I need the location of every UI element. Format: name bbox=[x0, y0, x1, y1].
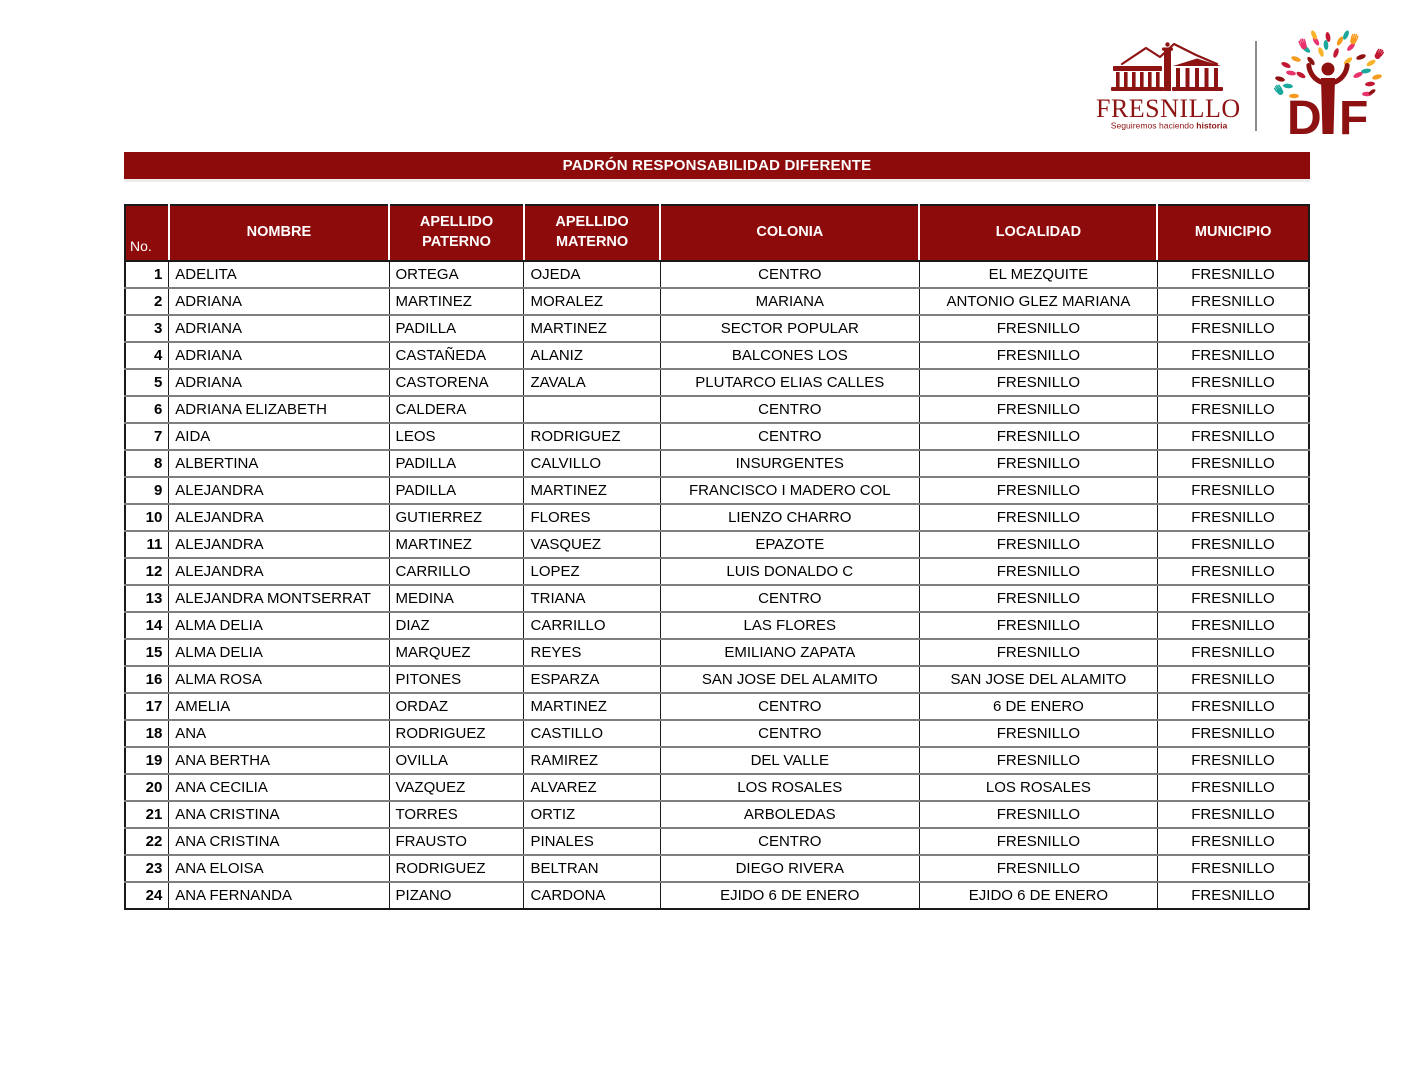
cell-apellido-materno: ALVAREZ bbox=[524, 774, 660, 801]
cell-apellido-materno: MARTINEZ bbox=[524, 315, 660, 342]
cell-municipio: FRESNILLO bbox=[1157, 612, 1309, 639]
cell-colonia: PLUTARCO ELIAS CALLES bbox=[660, 369, 919, 396]
page-title: PADRÓN RESPONSABILIDAD DIFERENTE bbox=[124, 152, 1310, 179]
cell-apellido-materno: CARRILLO bbox=[524, 612, 660, 639]
cell-apellido-materno: MARTINEZ bbox=[524, 693, 660, 720]
table-row bbox=[125, 828, 1309, 855]
roster-table bbox=[124, 204, 1310, 910]
cell-no: 24 bbox=[125, 882, 169, 909]
cell-localidad: FRESNILLO bbox=[919, 720, 1157, 747]
cell-apellido-paterno: CASTORENA bbox=[389, 369, 524, 396]
cell-nombre: ALMA DELIA bbox=[169, 612, 389, 639]
cell-municipio: FRESNILLO bbox=[1157, 585, 1309, 612]
cell-municipio: FRESNILLO bbox=[1157, 720, 1309, 747]
cell-localidad: FRESNILLO bbox=[919, 801, 1157, 828]
table-row bbox=[125, 261, 1309, 288]
cell-municipio: FRESNILLO bbox=[1157, 747, 1309, 774]
column-header-nombre: NOMBRE bbox=[169, 205, 389, 261]
cell-apellido-paterno: FRAUSTO bbox=[389, 828, 524, 855]
cell-colonia: DEL VALLE bbox=[660, 747, 919, 774]
cell-no: 10 bbox=[125, 504, 169, 531]
cell-colonia: CENTRO bbox=[660, 828, 919, 855]
cell-no: 14 bbox=[125, 612, 169, 639]
column-header-localidad: LOCALIDAD bbox=[919, 205, 1157, 261]
cell-apellido-materno: ZAVALA bbox=[524, 369, 660, 396]
cell-no: 6 bbox=[125, 396, 169, 423]
cell-apellido-materno: RODRIGUEZ bbox=[524, 423, 660, 450]
cell-municipio: FRESNILLO bbox=[1157, 423, 1309, 450]
cell-nombre: ALEJANDRA MONTSERRAT bbox=[169, 585, 389, 612]
table-row bbox=[125, 720, 1309, 747]
cell-municipio: FRESNILLO bbox=[1157, 288, 1309, 315]
table-row bbox=[125, 342, 1309, 369]
cell-no: 1 bbox=[125, 261, 169, 288]
cell-apellido-paterno: TORRES bbox=[389, 801, 524, 828]
cell-localidad: FRESNILLO bbox=[919, 612, 1157, 639]
cell-localidad: FRESNILLO bbox=[919, 315, 1157, 342]
table-row bbox=[125, 369, 1309, 396]
cell-colonia: CENTRO bbox=[660, 720, 919, 747]
table-row bbox=[125, 693, 1309, 720]
cell-colonia: CENTRO bbox=[660, 261, 919, 288]
cell-colonia: CENTRO bbox=[660, 585, 919, 612]
cell-apellido-paterno: MARTINEZ bbox=[389, 531, 524, 558]
cell-localidad: 6 DE ENERO bbox=[919, 693, 1157, 720]
cell-nombre: AIDA bbox=[169, 423, 389, 450]
cell-municipio: FRESNILLO bbox=[1157, 450, 1309, 477]
table-row bbox=[125, 612, 1309, 639]
cell-nombre: ADRIANA bbox=[169, 369, 389, 396]
table-row bbox=[125, 504, 1309, 531]
cell-no: 11 bbox=[125, 531, 169, 558]
cell-municipio: FRESNILLO bbox=[1157, 828, 1309, 855]
column-header-apellido-paterno: APELLIDO PATERNO bbox=[389, 205, 524, 261]
cell-colonia: EMILIANO ZAPATA bbox=[660, 639, 919, 666]
column-header-no: No. bbox=[125, 205, 169, 261]
table-row bbox=[125, 747, 1309, 774]
cell-nombre: ANA CRISTINA bbox=[169, 801, 389, 828]
cell-apellido-paterno: CARRILLO bbox=[389, 558, 524, 585]
cell-colonia: SECTOR POPULAR bbox=[660, 315, 919, 342]
table-row bbox=[125, 396, 1309, 423]
cell-colonia: DIEGO RIVERA bbox=[660, 855, 919, 882]
cell-localidad: FRESNILLO bbox=[919, 342, 1157, 369]
table-row bbox=[125, 450, 1309, 477]
table-row bbox=[125, 531, 1309, 558]
cell-no: 3 bbox=[125, 315, 169, 342]
cell-localidad: FRESNILLO bbox=[919, 855, 1157, 882]
cell-municipio: FRESNILLO bbox=[1157, 639, 1309, 666]
cell-apellido-materno: LOPEZ bbox=[524, 558, 660, 585]
cell-nombre: ANA CECILIA bbox=[169, 774, 389, 801]
cell-no: 4 bbox=[125, 342, 169, 369]
logo-divider bbox=[1255, 41, 1257, 131]
cell-apellido-paterno: PADILLA bbox=[389, 315, 524, 342]
cell-no: 22 bbox=[125, 828, 169, 855]
cell-colonia: SAN JOSE DEL ALAMITO bbox=[660, 666, 919, 693]
cell-apellido-paterno: MEDINA bbox=[389, 585, 524, 612]
roster-table-body bbox=[125, 261, 1309, 909]
cell-apellido-materno: BELTRAN bbox=[524, 855, 660, 882]
table-row bbox=[125, 477, 1309, 504]
cell-colonia: CENTRO bbox=[660, 396, 919, 423]
cell-apellido-paterno: PADILLA bbox=[389, 450, 524, 477]
roster-header-row bbox=[125, 205, 1309, 261]
cell-municipio: FRESNILLO bbox=[1157, 774, 1309, 801]
cell-municipio: FRESNILLO bbox=[1157, 261, 1309, 288]
cell-municipio: FRESNILLO bbox=[1157, 855, 1309, 882]
cell-municipio: FRESNILLO bbox=[1157, 504, 1309, 531]
table-row bbox=[125, 423, 1309, 450]
cell-colonia: BALCONES LOS bbox=[660, 342, 919, 369]
cell-apellido-materno: VASQUEZ bbox=[524, 531, 660, 558]
cell-colonia: INSURGENTES bbox=[660, 450, 919, 477]
table-row bbox=[125, 288, 1309, 315]
cell-localidad: FRESNILLO bbox=[919, 531, 1157, 558]
table-row bbox=[125, 666, 1309, 693]
table-row bbox=[125, 558, 1309, 585]
cell-municipio: FRESNILLO bbox=[1157, 315, 1309, 342]
cell-apellido-materno: MORALEZ bbox=[524, 288, 660, 315]
cell-localidad: FRESNILLO bbox=[919, 585, 1157, 612]
cell-colonia: LUIS DONALDO C bbox=[660, 558, 919, 585]
cell-localidad: SAN JOSE DEL ALAMITO bbox=[919, 666, 1157, 693]
cell-apellido-paterno: ORDAZ bbox=[389, 693, 524, 720]
cell-apellido-materno: PINALES bbox=[524, 828, 660, 855]
cell-no: 15 bbox=[125, 639, 169, 666]
cell-apellido-paterno: CALDERA bbox=[389, 396, 524, 423]
cell-municipio: FRESNILLO bbox=[1157, 801, 1309, 828]
cell-localidad: FRESNILLO bbox=[919, 828, 1157, 855]
cell-municipio: FRESNILLO bbox=[1157, 558, 1309, 585]
cell-apellido-materno: FLORES bbox=[524, 504, 660, 531]
cell-apellido-paterno: GUTIERREZ bbox=[389, 504, 524, 531]
cell-apellido-paterno: RODRIGUEZ bbox=[389, 720, 524, 747]
dif-letter-f: F bbox=[1339, 92, 1369, 142]
cell-nombre: ADELITA bbox=[169, 261, 389, 288]
cell-apellido-materno: ALANIZ bbox=[524, 342, 660, 369]
table-row bbox=[125, 801, 1309, 828]
cell-localidad: FRESNILLO bbox=[919, 558, 1157, 585]
cell-nombre: ANA BERTHA bbox=[169, 747, 389, 774]
dif-letter-d: D bbox=[1287, 92, 1322, 142]
cell-no: 13 bbox=[125, 585, 169, 612]
cell-apellido-paterno: VAZQUEZ bbox=[389, 774, 524, 801]
cell-no: 21 bbox=[125, 801, 169, 828]
cell-colonia: EPAZOTE bbox=[660, 531, 919, 558]
cell-nombre: ALEJANDRA bbox=[169, 504, 389, 531]
cell-nombre: ALMA ROSA bbox=[169, 666, 389, 693]
cell-nombre: ANA CRISTINA bbox=[169, 828, 389, 855]
cell-no: 17 bbox=[125, 693, 169, 720]
cell-no: 18 bbox=[125, 720, 169, 747]
cell-municipio: FRESNILLO bbox=[1157, 342, 1309, 369]
cell-no: 8 bbox=[125, 450, 169, 477]
cell-municipio: FRESNILLO bbox=[1157, 396, 1309, 423]
cell-no: 20 bbox=[125, 774, 169, 801]
cell-localidad: LOS ROSALES bbox=[919, 774, 1157, 801]
cell-apellido-materno: ESPARZA bbox=[524, 666, 660, 693]
column-header-municipio: MUNICIPIO bbox=[1157, 205, 1309, 261]
cell-apellido-materno bbox=[524, 396, 660, 423]
cell-colonia: CENTRO bbox=[660, 423, 919, 450]
cell-apellido-paterno: PADILLA bbox=[389, 477, 524, 504]
cell-colonia: CENTRO bbox=[660, 693, 919, 720]
cell-municipio: FRESNILLO bbox=[1157, 693, 1309, 720]
cell-colonia: FRANCISCO I MADERO COL bbox=[660, 477, 919, 504]
table-row bbox=[125, 855, 1309, 882]
cell-localidad: ANTONIO GLEZ MARIANA bbox=[919, 288, 1157, 315]
table-row bbox=[125, 585, 1309, 612]
cell-no: 12 bbox=[125, 558, 169, 585]
cell-apellido-paterno: MARTINEZ bbox=[389, 288, 524, 315]
cell-localidad: FRESNILLO bbox=[919, 504, 1157, 531]
cell-no: 5 bbox=[125, 369, 169, 396]
cell-municipio: FRESNILLO bbox=[1157, 477, 1309, 504]
cell-colonia: MARIANA bbox=[660, 288, 919, 315]
cell-apellido-materno: ORTIZ bbox=[524, 801, 660, 828]
cell-municipio: FRESNILLO bbox=[1157, 882, 1309, 909]
cell-no: 16 bbox=[125, 666, 169, 693]
cell-no: 9 bbox=[125, 477, 169, 504]
cell-localidad: FRESNILLO bbox=[919, 423, 1157, 450]
cell-nombre: ADRIANA bbox=[169, 342, 389, 369]
cell-apellido-materno: TRIANA bbox=[524, 585, 660, 612]
cell-apellido-paterno: MARQUEZ bbox=[389, 639, 524, 666]
cell-apellido-paterno: RODRIGUEZ bbox=[389, 855, 524, 882]
hand-icon bbox=[1349, 32, 1359, 45]
cell-apellido-paterno: PITONES bbox=[389, 666, 524, 693]
brand-area bbox=[1094, 30, 1400, 142]
table-row bbox=[125, 315, 1309, 342]
cell-localidad: FRESNILLO bbox=[919, 747, 1157, 774]
cell-municipio: FRESNILLO bbox=[1157, 369, 1309, 396]
cell-no: 19 bbox=[125, 747, 169, 774]
cell-nombre: AMELIA bbox=[169, 693, 389, 720]
hand-icon bbox=[1373, 47, 1385, 60]
cell-nombre: ADRIANA bbox=[169, 315, 389, 342]
cell-apellido-materno: MARTINEZ bbox=[524, 477, 660, 504]
cell-nombre: ALEJANDRA bbox=[169, 477, 389, 504]
cell-municipio: FRESNILLO bbox=[1157, 531, 1309, 558]
cell-apellido-paterno: DIAZ bbox=[389, 612, 524, 639]
cell-no: 7 bbox=[125, 423, 169, 450]
cell-localidad: FRESNILLO bbox=[919, 639, 1157, 666]
cell-no: 2 bbox=[125, 288, 169, 315]
cell-nombre: ANA ELOISA bbox=[169, 855, 389, 882]
cell-localidad: FRESNILLO bbox=[919, 369, 1157, 396]
cell-nombre: ANA bbox=[169, 720, 389, 747]
cell-localidad: FRESNILLO bbox=[919, 477, 1157, 504]
cell-apellido-paterno: LEOS bbox=[389, 423, 524, 450]
cell-apellido-paterno: OVILLA bbox=[389, 747, 524, 774]
cell-apellido-materno: CARDONA bbox=[524, 882, 660, 909]
cell-localidad: EL MEZQUITE bbox=[919, 261, 1157, 288]
cell-colonia: EJIDO 6 DE ENERO bbox=[660, 882, 919, 909]
column-header-apellido-materno: APELLIDO MATERNO bbox=[524, 205, 660, 261]
table-row bbox=[125, 882, 1309, 909]
cell-nombre: ADRIANA ELIZABETH bbox=[169, 396, 389, 423]
cell-localidad: EJIDO 6 DE ENERO bbox=[919, 882, 1157, 909]
cell-apellido-paterno: ORTEGA bbox=[389, 261, 524, 288]
table-row bbox=[125, 774, 1309, 801]
fresnillo-wordmark: FRESNILLO bbox=[1096, 94, 1241, 123]
cell-nombre: ALBERTINA bbox=[169, 450, 389, 477]
fresnillo-logo bbox=[1094, 38, 1246, 134]
cell-apellido-materno: CASTILLO bbox=[524, 720, 660, 747]
cell-no: 23 bbox=[125, 855, 169, 882]
cell-nombre: ALEJANDRA bbox=[169, 531, 389, 558]
cell-nombre: ALEJANDRA bbox=[169, 558, 389, 585]
cell-colonia: LIENZO CHARRO bbox=[660, 504, 919, 531]
cell-localidad: FRESNILLO bbox=[919, 396, 1157, 423]
cell-localidad: FRESNILLO bbox=[919, 450, 1157, 477]
cell-apellido-materno: CALVILLO bbox=[524, 450, 660, 477]
cell-apellido-materno: OJEDA bbox=[524, 261, 660, 288]
cell-colonia: LOS ROSALES bbox=[660, 774, 919, 801]
cell-nombre: ADRIANA bbox=[169, 288, 389, 315]
fresnillo-tagline: Seguiremos haciendo historia bbox=[1110, 120, 1228, 131]
cell-apellido-materno: REYES bbox=[524, 639, 660, 666]
cell-nombre: ANA FERNANDA bbox=[169, 882, 389, 909]
cell-apellido-paterno: CASTAÑEDA bbox=[389, 342, 524, 369]
roster-table-container bbox=[124, 204, 1310, 910]
column-header-colonia: COLONIA bbox=[660, 205, 919, 261]
cell-apellido-materno: RAMIREZ bbox=[524, 747, 660, 774]
cell-nombre: ALMA DELIA bbox=[169, 639, 389, 666]
dif-logo bbox=[1266, 30, 1392, 142]
cell-colonia: ARBOLEDAS bbox=[660, 801, 919, 828]
cell-apellido-paterno: PIZANO bbox=[389, 882, 524, 909]
table-row bbox=[125, 639, 1309, 666]
cell-colonia: LAS FLORES bbox=[660, 612, 919, 639]
cell-municipio: FRESNILLO bbox=[1157, 666, 1309, 693]
